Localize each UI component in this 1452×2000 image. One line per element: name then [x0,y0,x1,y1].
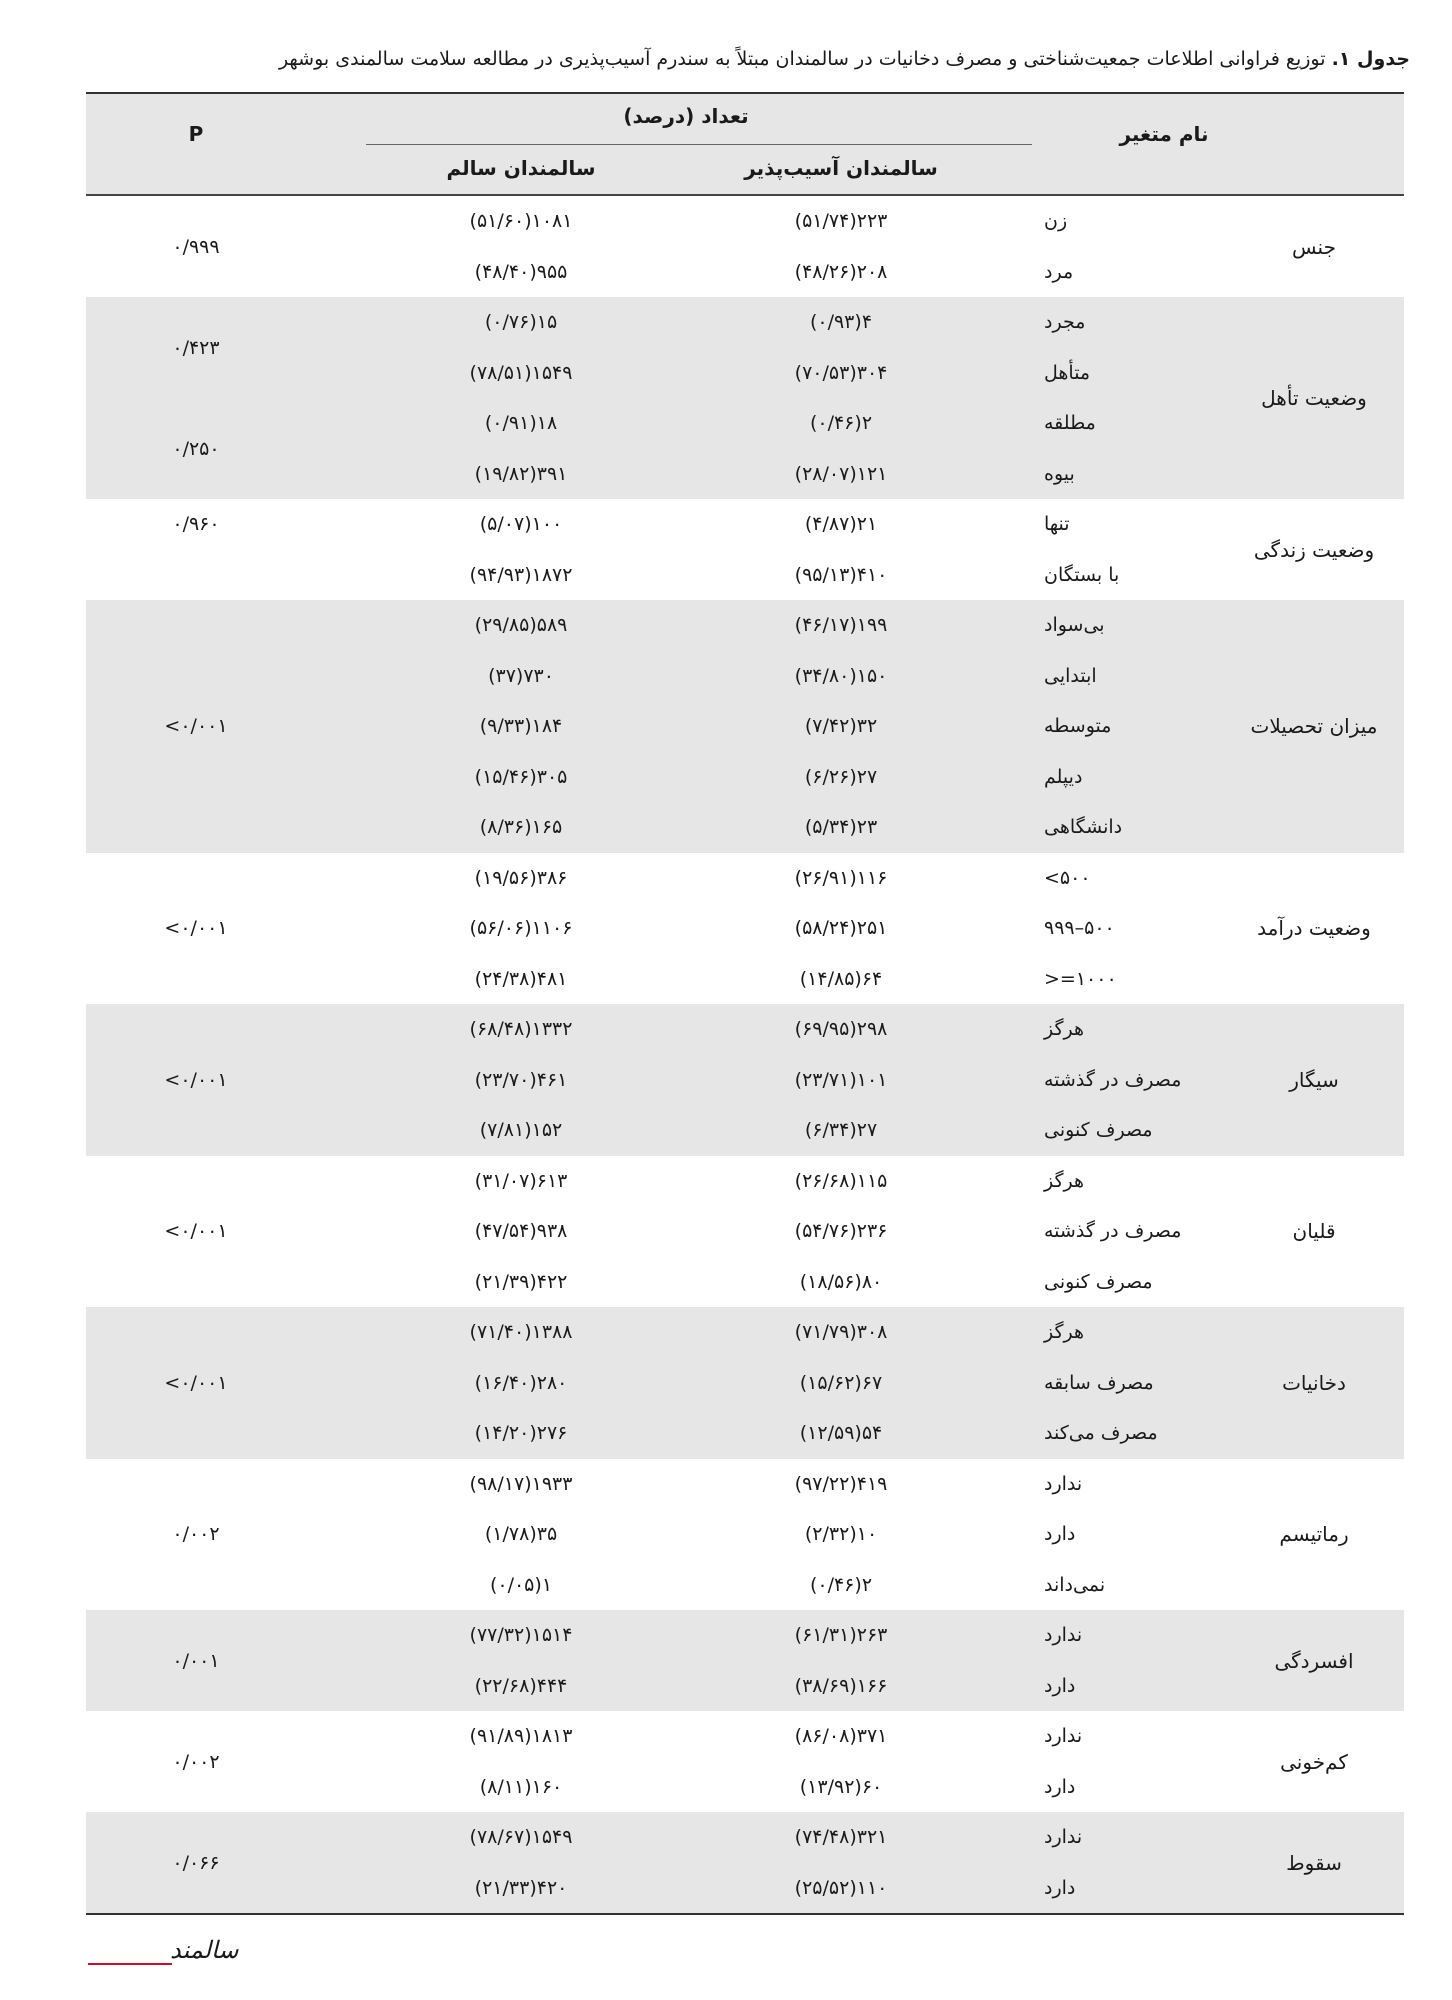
vulnerable-cell: ۳۰۴(۷۰/۵۳) [794,361,888,384]
vulnerable-cell: ۲۲۳(۵۱/۷۴) [794,210,888,233]
vulnerable-cell: ۶۴(۱۴/۸۵) [799,967,883,990]
healthy-cell: ۱۶۰(۸/۱۱) [479,1775,563,1798]
category-cell: بیوه [1044,462,1075,485]
vulnerable-cell: ۱۵۰(۳۴/۸۰) [794,664,888,687]
table-row [86,1408,1404,1459]
category-cell: مصرف کنونی [1044,1119,1153,1142]
group-label: سقوط [1286,1850,1342,1875]
healthy-cell: ۱۵(۰/۷۶) [484,311,558,334]
healthy-cell: ۶۱۳(۳۱/۰۷) [474,1169,568,1192]
p-value-cell: <۰/۰۰۱ [164,917,228,940]
table-row [86,752,1404,803]
group-label: افسردگی [1274,1648,1354,1673]
healthy-cell: ۱۵۴۹(۷۸/۵۱) [469,361,573,384]
category-cell: ۵۰۰> [1044,866,1091,889]
table-row [86,600,1404,651]
table-header [86,94,1404,194]
group-label: رماتیسم [1279,1522,1349,1547]
table-group [86,1307,1404,1459]
header-variable: نام متغیر [1119,122,1209,146]
vulnerable-cell: ۴۱۹(۹۷/۲۲) [794,1472,888,1495]
category-cell: تنها [1044,513,1070,536]
table-row [86,651,1404,702]
category-cell: دیپلم [1044,765,1083,788]
category-cell: دارد [1044,1674,1076,1697]
category-cell: مطلقه [1044,412,1096,435]
category-cell: هرگز [1044,1321,1085,1344]
group-label: کم‌خونی [1280,1749,1348,1774]
p-value-cell: ۰/۰۶۶ [172,1851,220,1874]
table-row [86,1307,1404,1358]
healthy-cell: ۱۸۴(۹/۳۳) [479,715,563,738]
healthy-cell: ۱۸۷۲(۹۴/۹۳) [469,563,573,586]
p-value-cell: <۰/۰۰۱ [164,1068,228,1091]
vulnerable-cell: ۸۰(۱۸/۵۶) [799,1270,883,1293]
caption-label: جدول ۱. [1331,48,1410,70]
group-label: سیگار [1289,1067,1339,1092]
table-row [86,550,1404,601]
category-cell: ۵۰۰–۹۹۹ [1044,917,1115,940]
p-value-cell: <۰/۰۰۱ [164,1220,228,1243]
vulnerable-cell: ۲۷(۶/۲۶) [804,765,878,788]
p-value-cell: ۰/۲۵۰ [172,437,220,460]
group-label: وضعیت تأهل [1261,386,1367,410]
table-group [86,1812,1404,1913]
vulnerable-cell: ۲۳(۵/۳۴) [804,816,878,839]
healthy-cell: ۹۳۸(۴۷/۵۴) [474,1220,568,1243]
p-value-cell: ۰/۹۹۹ [172,235,220,258]
p-value-cell: ۰/۰۰۲ [172,1523,220,1546]
table-row [86,1459,1404,1510]
p-value-cell: ۰/۹۶۰ [172,513,220,536]
table-row [86,1257,1404,1308]
healthy-cell: ۱۱۰۶(۵۶/۰۶) [469,917,573,940]
group-label: قلیان [1292,1219,1336,1244]
caption-text: توزیع فراوانی اطلاعات جمعیت‌شناختی و مصرف دخانیات در سالمندان مبتلاً به سندرم آسیب‌پذیری در مطالعه سلامت سالمندی بوشهر [278,48,1326,70]
category-cell: متوسطه [1044,715,1112,738]
group-label: دخانیات [1282,1370,1346,1395]
category-cell: متأهل [1044,361,1091,384]
vulnerable-cell: ۲۱(۴/۸۷) [804,513,878,536]
vulnerable-cell: ۱۰۱(۲۳/۷۱) [794,1068,888,1091]
table-group [86,1459,1404,1611]
vulnerable-cell: ۲۶۳(۶۱/۳۱) [794,1624,888,1647]
category-cell: مصرف در گذشته [1044,1220,1182,1243]
table-group [86,600,1404,853]
vulnerable-cell: ۲۰۸(۴۸/۲۶) [794,260,888,283]
group-label: وضعیت زندگی [1253,537,1375,562]
healthy-cell: ۱۶۵(۸/۳۶) [479,816,563,839]
vulnerable-cell: ۱۹۹(۴۶/۱۷) [794,614,888,637]
table-group [86,1004,1404,1156]
table-group [86,1610,1404,1711]
healthy-cell: ۱۰۰(۵/۰۷) [479,513,563,536]
header-healthy: سالمندان سالم [446,156,596,180]
healthy-cell: ۱۹۳۳(۹۸/۱۷) [469,1472,573,1495]
vulnerable-cell: ۴۱۰(۹۵/۱۳) [794,563,888,586]
category-cell: دارد [1044,1523,1076,1546]
vulnerable-cell: ۴(۰/۹۳) [809,311,873,334]
category-cell: مصرف می‌کند [1044,1422,1158,1445]
vulnerable-cell: ۵۴(۱۲/۵۹) [799,1422,883,1445]
vulnerable-cell: ۱۱۶(۲۶/۹۱) [794,866,888,889]
vulnerable-cell: ۳۲(۷/۴۲) [804,715,878,738]
table-body [86,196,1404,1913]
healthy-cell: ۵۸۹(۲۹/۸۵) [474,614,568,637]
table-caption [60,46,1410,72]
category-cell: ندارد [1044,1624,1083,1647]
vulnerable-cell: ۲۵۱(۵۸/۲۴) [794,917,888,940]
healthy-cell: ۴۸۱(۲۴/۳۸) [474,967,568,990]
header-vulnerable: سالمندان آسیب‌پذیر [744,156,938,180]
category-cell: با بستگان [1044,563,1120,586]
table-group [86,1711,1404,1812]
p-value-cell: <۰/۰۰۱ [164,1371,228,1394]
p-value-cell: ۰/۴۲۳ [172,336,220,359]
category-cell: مرد [1044,260,1074,283]
healthy-cell: ۱۰۸۱(۵۱/۶۰) [469,210,573,233]
healthy-cell: ۱۳۳۲(۶۸/۴۸) [469,1018,573,1041]
category-cell: مصرف سابقه [1044,1371,1154,1394]
category-cell: ۱۰۰۰=< [1044,967,1117,990]
vulnerable-cell: ۱۱۰(۲۵/۵۲) [794,1876,888,1899]
healthy-cell: ۲۷۶(۱۴/۲۰) [474,1422,568,1445]
group-label: جنس [1292,234,1336,259]
category-cell: زن [1044,210,1068,233]
vulnerable-cell: ۳۰۸(۷۱/۷۹) [794,1321,888,1344]
header-sub-rule [366,144,1032,145]
header-p: P [188,122,204,146]
table-row [86,954,1404,1005]
healthy-cell: ۲۸۰(۱۶/۴۰) [474,1371,568,1394]
vulnerable-cell: ۲(۰/۴۶) [809,1573,873,1596]
group-label: میزان تحصیلات [1250,714,1378,739]
healthy-cell: ۱۵۱۴(۷۷/۳۲) [469,1624,573,1647]
healthy-cell: ۴۴۴(۲۲/۶۸) [474,1674,568,1697]
healthy-cell: ۱۳۸۸(۷۱/۴۰) [469,1321,573,1344]
category-cell: ندارد [1044,1472,1083,1495]
vulnerable-cell: ۳۲۱(۷۴/۴۸) [794,1826,888,1849]
journal-logo [86,1934,239,1968]
category-cell: نمی‌داند [1044,1573,1106,1596]
header-count-group: تعداد (درصد) [623,104,749,128]
table-row [86,1560,1404,1611]
logo-text: سالمند [170,1936,239,1964]
vulnerable-cell: ۳۷۱(۸۶/۰۸) [794,1725,888,1748]
vulnerable-cell: ۱۲۱(۲۸/۰۷) [794,462,888,485]
table-row [86,1156,1404,1207]
healthy-cell: ۱۵۲(۷/۸۱) [479,1119,563,1142]
table-group [86,853,1404,1005]
vulnerable-cell: ۱۰(۲/۳۲) [804,1523,878,1546]
healthy-cell: ۳۸۶(۱۹/۵۶) [474,866,568,889]
p-value-cell: ۰/۰۰۱ [172,1649,220,1672]
p-value-cell: ۰/۰۰۲ [172,1750,220,1773]
healthy-cell: ۱۵۴۹(۷۸/۶۷) [469,1826,573,1849]
category-cell: بی‌سواد [1044,614,1105,637]
category-cell: مجرد [1044,311,1086,334]
table-row [86,1105,1404,1156]
vulnerable-cell: ۱۶۶(۳۸/۶۹) [794,1674,888,1697]
healthy-cell: ۳۵(۱/۷۸) [484,1523,558,1546]
vulnerable-cell: ۲(۰/۴۶) [809,412,873,435]
healthy-cell: ۱(۰/۰۵) [489,1573,553,1596]
category-cell: هرگز [1044,1018,1085,1041]
healthy-cell: ۱۸۱۳(۹۱/۸۹) [469,1725,573,1748]
healthy-cell: ۴۶۱(۲۳/۷۰) [474,1068,568,1091]
category-cell: مصرف کنونی [1044,1270,1153,1293]
vulnerable-cell: ۲۷(۶/۳۴) [804,1119,878,1142]
vulnerable-cell: ۲۹۸(۶۹/۹۵) [794,1018,888,1041]
healthy-cell: ۷۳۰(۳۷) [488,664,554,687]
table-group [86,1156,1404,1308]
category-cell: هرگز [1044,1169,1085,1192]
healthy-cell: ۳۰۵(۱۵/۴۶) [474,765,568,788]
table-row [86,853,1404,904]
category-cell: دانشگاهی [1044,816,1123,839]
table-row [86,802,1404,853]
table-bottom-rule [86,1913,1404,1915]
healthy-cell: ۴۲۲(۲۱/۳۹) [474,1270,568,1293]
table-group [86,297,1404,499]
group-label: وضعیت درآمد [1257,916,1371,941]
category-cell: ندارد [1044,1725,1083,1748]
p-value-cell: <۰/۰۰۱ [164,715,228,738]
vulnerable-cell: ۲۳۶(۵۴/۷۶) [794,1220,888,1243]
category-cell: دارد [1044,1876,1076,1899]
healthy-cell: ۱۸(۰/۹۱) [484,412,558,435]
vulnerable-cell: ۱۱۵(۲۶/۶۸) [794,1169,888,1192]
table-group [86,196,1404,297]
category-cell: ابتدایی [1044,664,1097,687]
vulnerable-cell: ۶۷(۱۵/۶۲) [799,1371,883,1394]
table-group [86,499,1404,600]
category-cell: ندارد [1044,1826,1083,1849]
healthy-cell: ۳۹۱(۱۹/۸۲) [474,462,568,485]
table-row [86,1004,1404,1055]
vulnerable-cell: ۶۰(۱۳/۹۲) [799,1775,883,1798]
category-cell: مصرف در گذشته [1044,1068,1182,1091]
healthy-cell: ۴۲۰(۲۱/۳۳) [474,1876,568,1899]
category-cell: دارد [1044,1775,1076,1798]
healthy-cell: ۹۵۵(۴۸/۴۰) [474,260,568,283]
